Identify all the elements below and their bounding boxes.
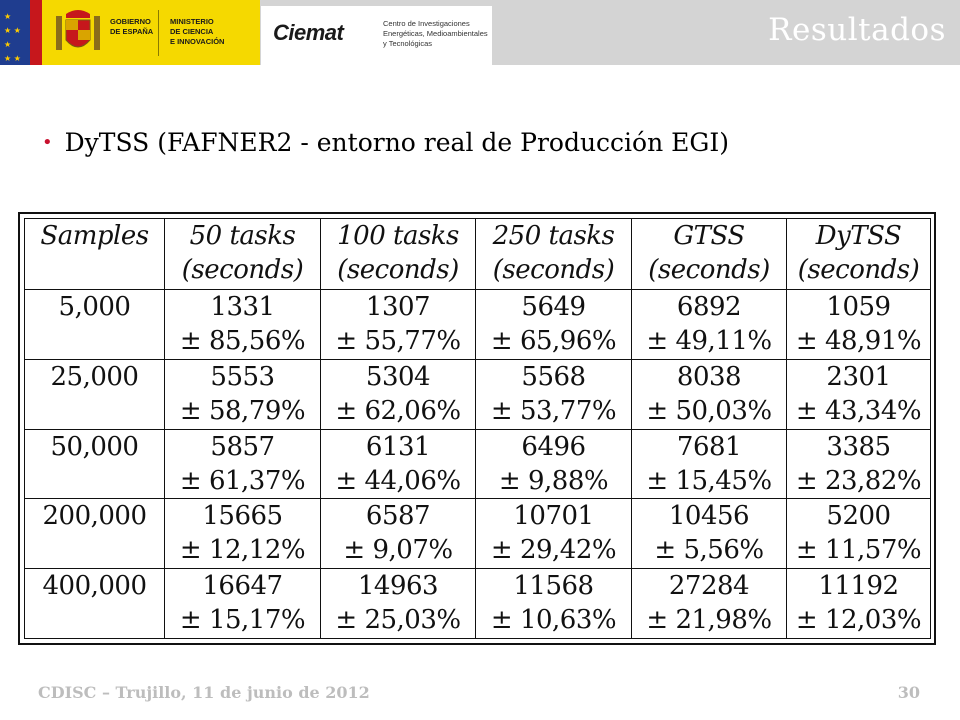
value-cell	[165, 290, 321, 360]
mean-value: 15665	[202, 501, 283, 532]
deviation-value: ± 61,37%	[179, 465, 306, 496]
mean-value: 3385	[826, 431, 891, 462]
page-number: 30	[897, 683, 920, 702]
mean-value: 5304	[365, 361, 431, 392]
mean-value: 16647	[202, 571, 283, 602]
mean-value: 10456	[668, 501, 750, 532]
mean-value: 6587	[365, 501, 431, 532]
mean-value: 6496	[521, 431, 586, 462]
value-cell	[321, 290, 476, 360]
sample-cell: 5,000	[25, 290, 165, 360]
mean-value: 5568	[521, 361, 586, 392]
header-band	[0, 0, 960, 65]
mean-value: 6892	[676, 292, 742, 322]
deviation-value: ± 23,82%	[795, 465, 922, 496]
deviation-value: ± 85,56%	[179, 326, 306, 356]
value-cell	[476, 569, 632, 639]
mean-value: 7681	[676, 431, 742, 462]
deviation-value: ± 55,77%	[335, 326, 461, 356]
column-header	[787, 219, 931, 290]
value-cell	[632, 290, 787, 360]
deviation-value: ± 58,79%	[179, 395, 306, 426]
value-cell	[787, 290, 931, 360]
sample-cell: 50,000	[25, 429, 165, 499]
mean-value: 5200	[826, 501, 891, 532]
column-header-unit: (seconds)	[648, 255, 770, 285]
value-cell	[632, 429, 787, 499]
sample-cell: 25,000	[25, 359, 165, 429]
mean-value: 1059	[826, 292, 891, 322]
mean-value: 8038	[676, 361, 742, 392]
table-row	[25, 290, 931, 360]
deviation-value: ± 62,06%	[335, 395, 461, 426]
mean-value: 11568	[513, 571, 594, 602]
deviation-value: ± 43,34%	[795, 395, 922, 426]
deviation-value: ± 53,77%	[490, 395, 617, 426]
value-cell	[787, 429, 931, 499]
deviation-value: ± 49,11%	[646, 326, 772, 356]
deviation-value: ± 25,03%	[335, 605, 461, 636]
gov-text: GOBIERNO DE ESPAÑA	[110, 17, 154, 36]
mean-value: 2301	[826, 361, 891, 392]
column-header-title: 250 tasks	[492, 221, 615, 251]
deviation-value: ± 10,63%	[490, 605, 617, 636]
column-header-title: 50 tasks	[189, 221, 296, 251]
mean-value: 27284	[668, 571, 750, 602]
eu-flag-icon: ★ ★ ★ ★ ★ ★	[0, 0, 30, 65]
mean-value: 11192	[818, 571, 899, 602]
deviation-value: ± 29,42%	[490, 535, 617, 566]
deviation-value: ± 5,56%	[654, 535, 764, 566]
column-header	[165, 219, 321, 290]
column-header-unit: (seconds)	[181, 255, 304, 285]
government-logo	[30, 0, 260, 65]
mean-value: 10701	[513, 501, 594, 532]
deviation-value: ± 9,07%	[343, 535, 453, 566]
value-cell	[321, 499, 476, 569]
deviation-value: ± 9,88%	[498, 465, 609, 496]
coat-of-arms-icon	[52, 6, 104, 60]
value-cell	[165, 569, 321, 639]
column-header	[321, 219, 476, 290]
mean-value: 6131	[365, 431, 431, 462]
mean-value: 5553	[210, 361, 275, 392]
mean-value: 14963	[357, 571, 439, 602]
deviation-value: ± 65,96%	[490, 326, 617, 356]
value-cell	[632, 359, 787, 429]
bullet-item	[42, 128, 729, 157]
column-header-title: Samples	[40, 221, 149, 251]
value-cell	[787, 359, 931, 429]
value-cell	[321, 569, 476, 639]
value-cell	[476, 290, 632, 360]
table-row	[25, 359, 931, 429]
column-header	[476, 219, 632, 290]
table-header-row	[25, 219, 931, 290]
column-header-unit: (seconds)	[492, 255, 615, 285]
value-cell	[165, 359, 321, 429]
results-table	[24, 218, 931, 639]
deviation-value: ± 15,45%	[646, 465, 772, 496]
table-row	[25, 429, 931, 499]
value-cell	[632, 499, 787, 569]
deviation-value: ± 48,91%	[795, 326, 922, 356]
value-cell	[476, 359, 632, 429]
mean-value: 1331	[210, 292, 275, 322]
column-header-title: GTSS	[673, 221, 745, 251]
deviation-value: ± 15,17%	[179, 605, 306, 636]
value-cell	[787, 569, 931, 639]
column-header-title: 100 tasks	[337, 221, 459, 251]
ciemat-description: Centro de Investigaciones Energéticas, Medioambientales y Tecnológicas	[383, 19, 488, 48]
ciemat-logo: Ciemat	[273, 20, 344, 45]
column-header-unit: (seconds)	[337, 255, 459, 285]
mean-value: 5857	[210, 431, 275, 462]
footer-event: CDISC – Trujillo, 11 de junio de 2012	[38, 683, 370, 702]
ciemat-logo-block	[261, 6, 492, 65]
table-row	[25, 569, 931, 639]
deviation-value: ± 21,98%	[646, 605, 772, 636]
value-cell	[321, 429, 476, 499]
column-header-unit: (seconds)	[797, 255, 920, 285]
value-cell	[632, 569, 787, 639]
sample-cell: 400,000	[25, 569, 165, 639]
deviation-value: ± 12,03%	[795, 605, 922, 636]
deviation-value: ± 44,06%	[335, 465, 461, 496]
slide-title: Resultados	[768, 12, 946, 48]
table-row	[25, 499, 931, 569]
value-cell	[476, 429, 632, 499]
sample-cell: 200,000	[25, 499, 165, 569]
ministry-text: MINISTERIO DE CIENCIA E INNOVACIÓN	[170, 17, 225, 46]
deviation-value: ± 11,57%	[795, 535, 922, 566]
column-header	[25, 219, 165, 290]
deviation-value: ± 12,12%	[179, 535, 306, 566]
value-cell	[321, 359, 476, 429]
results-table-image	[18, 212, 936, 645]
mean-value: 5649	[521, 292, 586, 322]
value-cell	[787, 499, 931, 569]
column-header	[632, 219, 787, 290]
value-cell	[165, 499, 321, 569]
mean-value: 1307	[365, 292, 431, 322]
column-header-title: DyTSS	[815, 221, 902, 251]
bullet-text: DyTSS (FAFNER2 - entorno real de Producción EGI)	[64, 128, 730, 157]
deviation-value: ± 50,03%	[646, 395, 772, 426]
value-cell	[476, 499, 632, 569]
bullet-dot-icon: •	[42, 132, 53, 153]
value-cell	[165, 429, 321, 499]
